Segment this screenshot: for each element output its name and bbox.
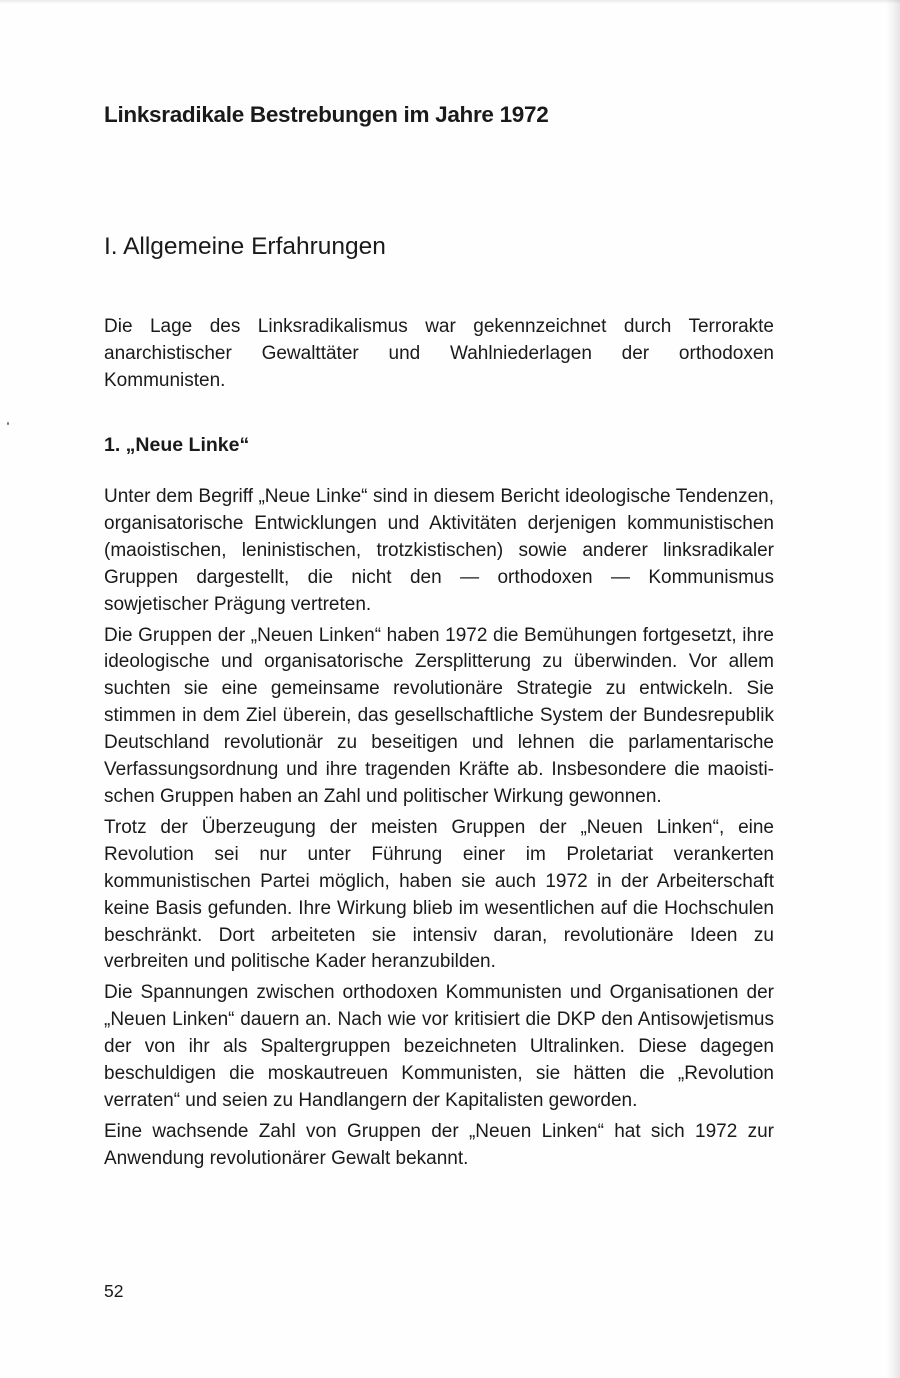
paragraph-violence: Eine wachsende Zahl von Gruppen der „Neuen Linken“ hat sich 1972 zur Anwendung revolutionärer Gewalt bekannt. bbox=[104, 1120, 774, 1169]
intro-paragraph: Die Lage des Linksradikalismus war gekennzeichnet durch Terrorakte anarchistischer Gewalttäter und Wahlniederlagen der orthodoxen Kommunisten. bbox=[104, 316, 774, 391]
section-heading: I. Allgemeine Erfahrungen bbox=[104, 233, 386, 260]
intro-block bbox=[104, 314, 774, 395]
page-right-edge-shadow bbox=[886, 0, 900, 1378]
scan-speck bbox=[7, 422, 9, 425]
paragraph-revolution: Trotz der Überzeugung der meisten Gruppen der „Neuen Linken“, eine Revolution sei nur unter Führung einer im Proletariat verankerten kommunistischen Partei möglich, haben sie auch 1972 in der Arbeiterschaft keine Basis gefunden. Ihre Wirkung blieb im wesentlichen auf die Hochschulen beschränkt. Dort arbeiteten sie intensiv daran, revolutionäre Ideen zu verbreiten und politische Kader heranzubilden. bbox=[104, 816, 774, 973]
page-top-edge-shadow bbox=[0, 0, 900, 4]
subsection-heading: 1. „Neue Linke“ bbox=[104, 434, 250, 456]
body-text-block bbox=[104, 484, 774, 1173]
page-title: Linksradikale Bestrebungen im Jahre 1972 bbox=[104, 102, 549, 127]
paragraph-tensions: Die Spannungen zwischen orthodoxen Kommunisten und Organisationen der „Neuen Linken“ dauern an. Nach wie vor kritisiert die DKP den Antisowjetismus der von ihr als Spaltergruppen bezeichneten Ultralinken. Diese dagegen beschuldigen die moskautreuen Kommunisten, sie hätten die „Revolution verraten“ und seien zu Handlangern der Kapitalisten geworden. bbox=[104, 982, 774, 1111]
paragraph-definition: Unter dem Begriff „Neue Linke“ sind in diesem Bericht ideologische Tendenzen, organisatorische Entwicklungen und Aktivitäten derjenigen kommunistischen (maoistischen, leninistischen, trotzkistischen) sowie anderer linksradikaler Gruppen dargestellt, die nicht den — orthodoxen — Kommunismus sowjetischer Prägung vertreten. bbox=[104, 486, 774, 615]
page-number: 52 bbox=[104, 1281, 124, 1301]
paragraph-strategy: Die Gruppen der „Neuen Linken“ haben 1972 die Bemühungen fortgesetzt, ihre ideologische und organisatorische Zersplitterung zu überwinden. Vor allem suchten sie eine gemeinsame revolutionäre Strategie zu entwickeln. Sie stimmen in dem Ziel überein, das gesellschaftliche System der Bundesrepublik Deutschland revolutionär zu beseitigen und lehnen die parlamentarische Verfassungsordnung und ihre tragenden Kräfte ab. Insbesondere die maoistischen Gruppen haben an Zahl und politischer Wirkung gewonnen. bbox=[104, 624, 774, 807]
